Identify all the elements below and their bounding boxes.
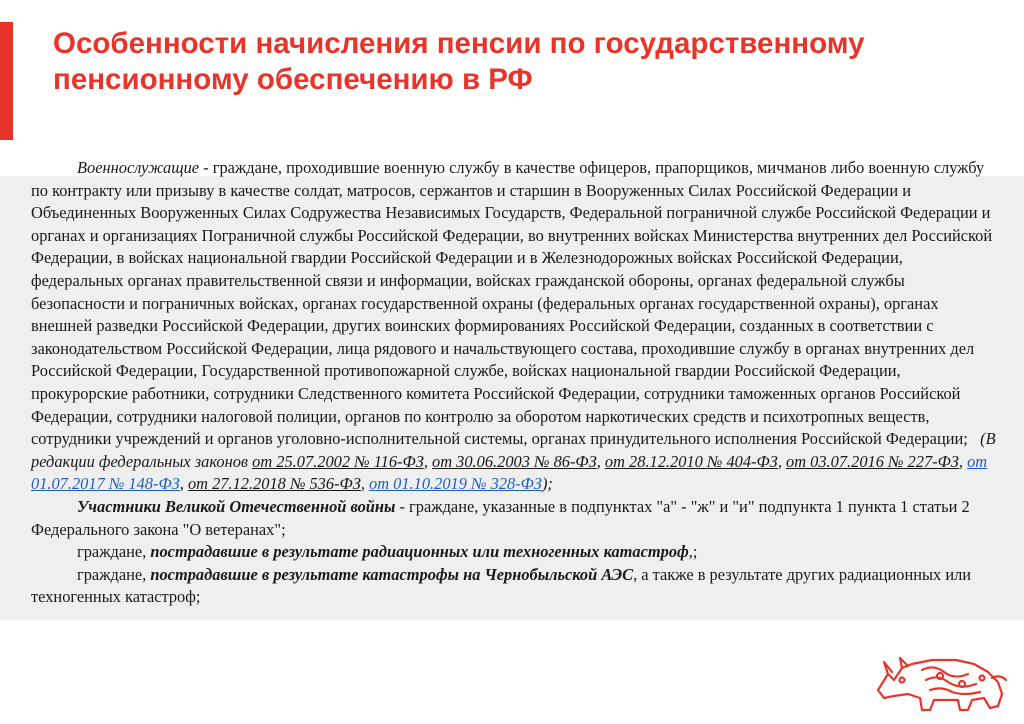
wwii-definition: - граждане, указанные в подпунктах "а" - "ж" и "и" подпункта 1 пункта 1 статьи 2 Федерального закона "О ветеранах";: [31, 496, 970, 539]
law-link-2010[interactable]: от 28.12.2010 № 404-ФЗ: [604, 451, 778, 471]
law-link-2003[interactable]: от 30.06.2003 № 86-ФЗ: [432, 451, 597, 471]
servicemen-definition: граждане, проходившие военную службу в качестве офицеров, прапорщиков, мичманов либо военную службу по контракту или призыву в качестве солдат, матросов, сержантов и старшин в Вооруженных Силах Российской Федерации и Объединенных Вооруженных Силах Содружества Независимых Государств, Федеральной пограничной службе Российской Федерации и органах и организациях Пограничной службы Российской Федерации, во внутренних войсках Министерства внутренних дел Российской Федерации, в войсках национальной гвардии Российской Федерации и в Железнодорожных войсках Российской Федерации, федеральных органах правительственной связи и информации, войсках гражданской обороны, органах федеральной службы безопасности и пограничных войсках, органах государственной охраны (федеральных органах государственной охраны), органах внешней разведки Российской Федерации, других воинских формированиях Российской Федерации, созданных в соответствии с законодательством Российской Федерации, лица рядового и начальствующего состава, проходившие службу в органах внутренних дел Российской Федерации, Государственной противопожарной службе, войсках национальной гвардии Российской Федерации, прокурорские работники, сотрудники Следственного комитета Российской Федерации, сотрудники таможенных органов Российской Федерации, сотрудники налоговой полиции, органов по контролю за оборотом наркотических средств и психотропных веществ, сотрудники учреждений и органов уголовно-исполнительной системы, органах принудительного исполнения Российской Федерации;: [31, 158, 993, 449]
law-link-2019[interactable]: от 01.10.2019 № 328-ФЗ: [369, 474, 542, 494]
rhino-logo-icon: [872, 644, 1012, 714]
radiation-emphasis: пострадавшие в результате радиационных или техногенных катастроф: [150, 542, 689, 562]
paragraph-wwii-participants: [31, 496, 999, 541]
slide-title: Особенности начисления пенсии по государственному пенсионному обеспечению в РФ: [53, 27, 865, 96]
paragraph-radiation-victims: [31, 541, 999, 564]
law-link-2017[interactable]: от 01.07.2017 № 148-ФЗ: [31, 451, 988, 494]
paragraph-chernobyl-victims: [31, 564, 999, 609]
radiation-lead: граждане,: [77, 542, 151, 562]
chernobyl-tail: , а также в результате других радиационных или техногенных катастроф;: [31, 564, 972, 607]
paragraph-servicemen: [31, 157, 999, 496]
editorial-suffix: );: [541, 474, 553, 494]
law-link-2018[interactable]: от 27.12.2018 № 536-ФЗ: [187, 474, 361, 494]
title-accent-bar: [0, 22, 13, 140]
law-link-2016[interactable]: от 03.07.2016 № 227-ФЗ: [786, 451, 959, 471]
indent: [31, 565, 77, 584]
editorial-prefix: (В редакции федеральных законов: [31, 429, 996, 471]
editorial-note: (В редакции федеральных законов от 25.07.2002 № 116-ФЗ, от 30.06.2003 № 86-ФЗ, от 28.12.2010 № 404-ФЗ, от 03.07.2016 № 227-ФЗ, от 01.07.2017 № 148-ФЗ, от 27.12.2018 № 536-ФЗ, от 01.10.2019 № 328-ФЗ);: [31, 429, 996, 494]
chernobyl-emphasis: пострадавшие в результате катастрофы на Чернобыльской АЭС: [150, 564, 634, 584]
term-servicemen: Военнослужащие -: [77, 158, 209, 177]
radiation-tail: ,;: [688, 542, 698, 562]
law-link-2002[interactable]: от 25.07.2002 № 116-ФЗ: [252, 451, 424, 471]
indent: [31, 497, 77, 516]
indent: [31, 542, 77, 561]
term-wwii-participants: Участники Великой Отечественной войны: [77, 496, 396, 516]
body-text: [31, 157, 999, 609]
chernobyl-lead: граждане,: [77, 564, 151, 584]
indent: [31, 158, 77, 177]
